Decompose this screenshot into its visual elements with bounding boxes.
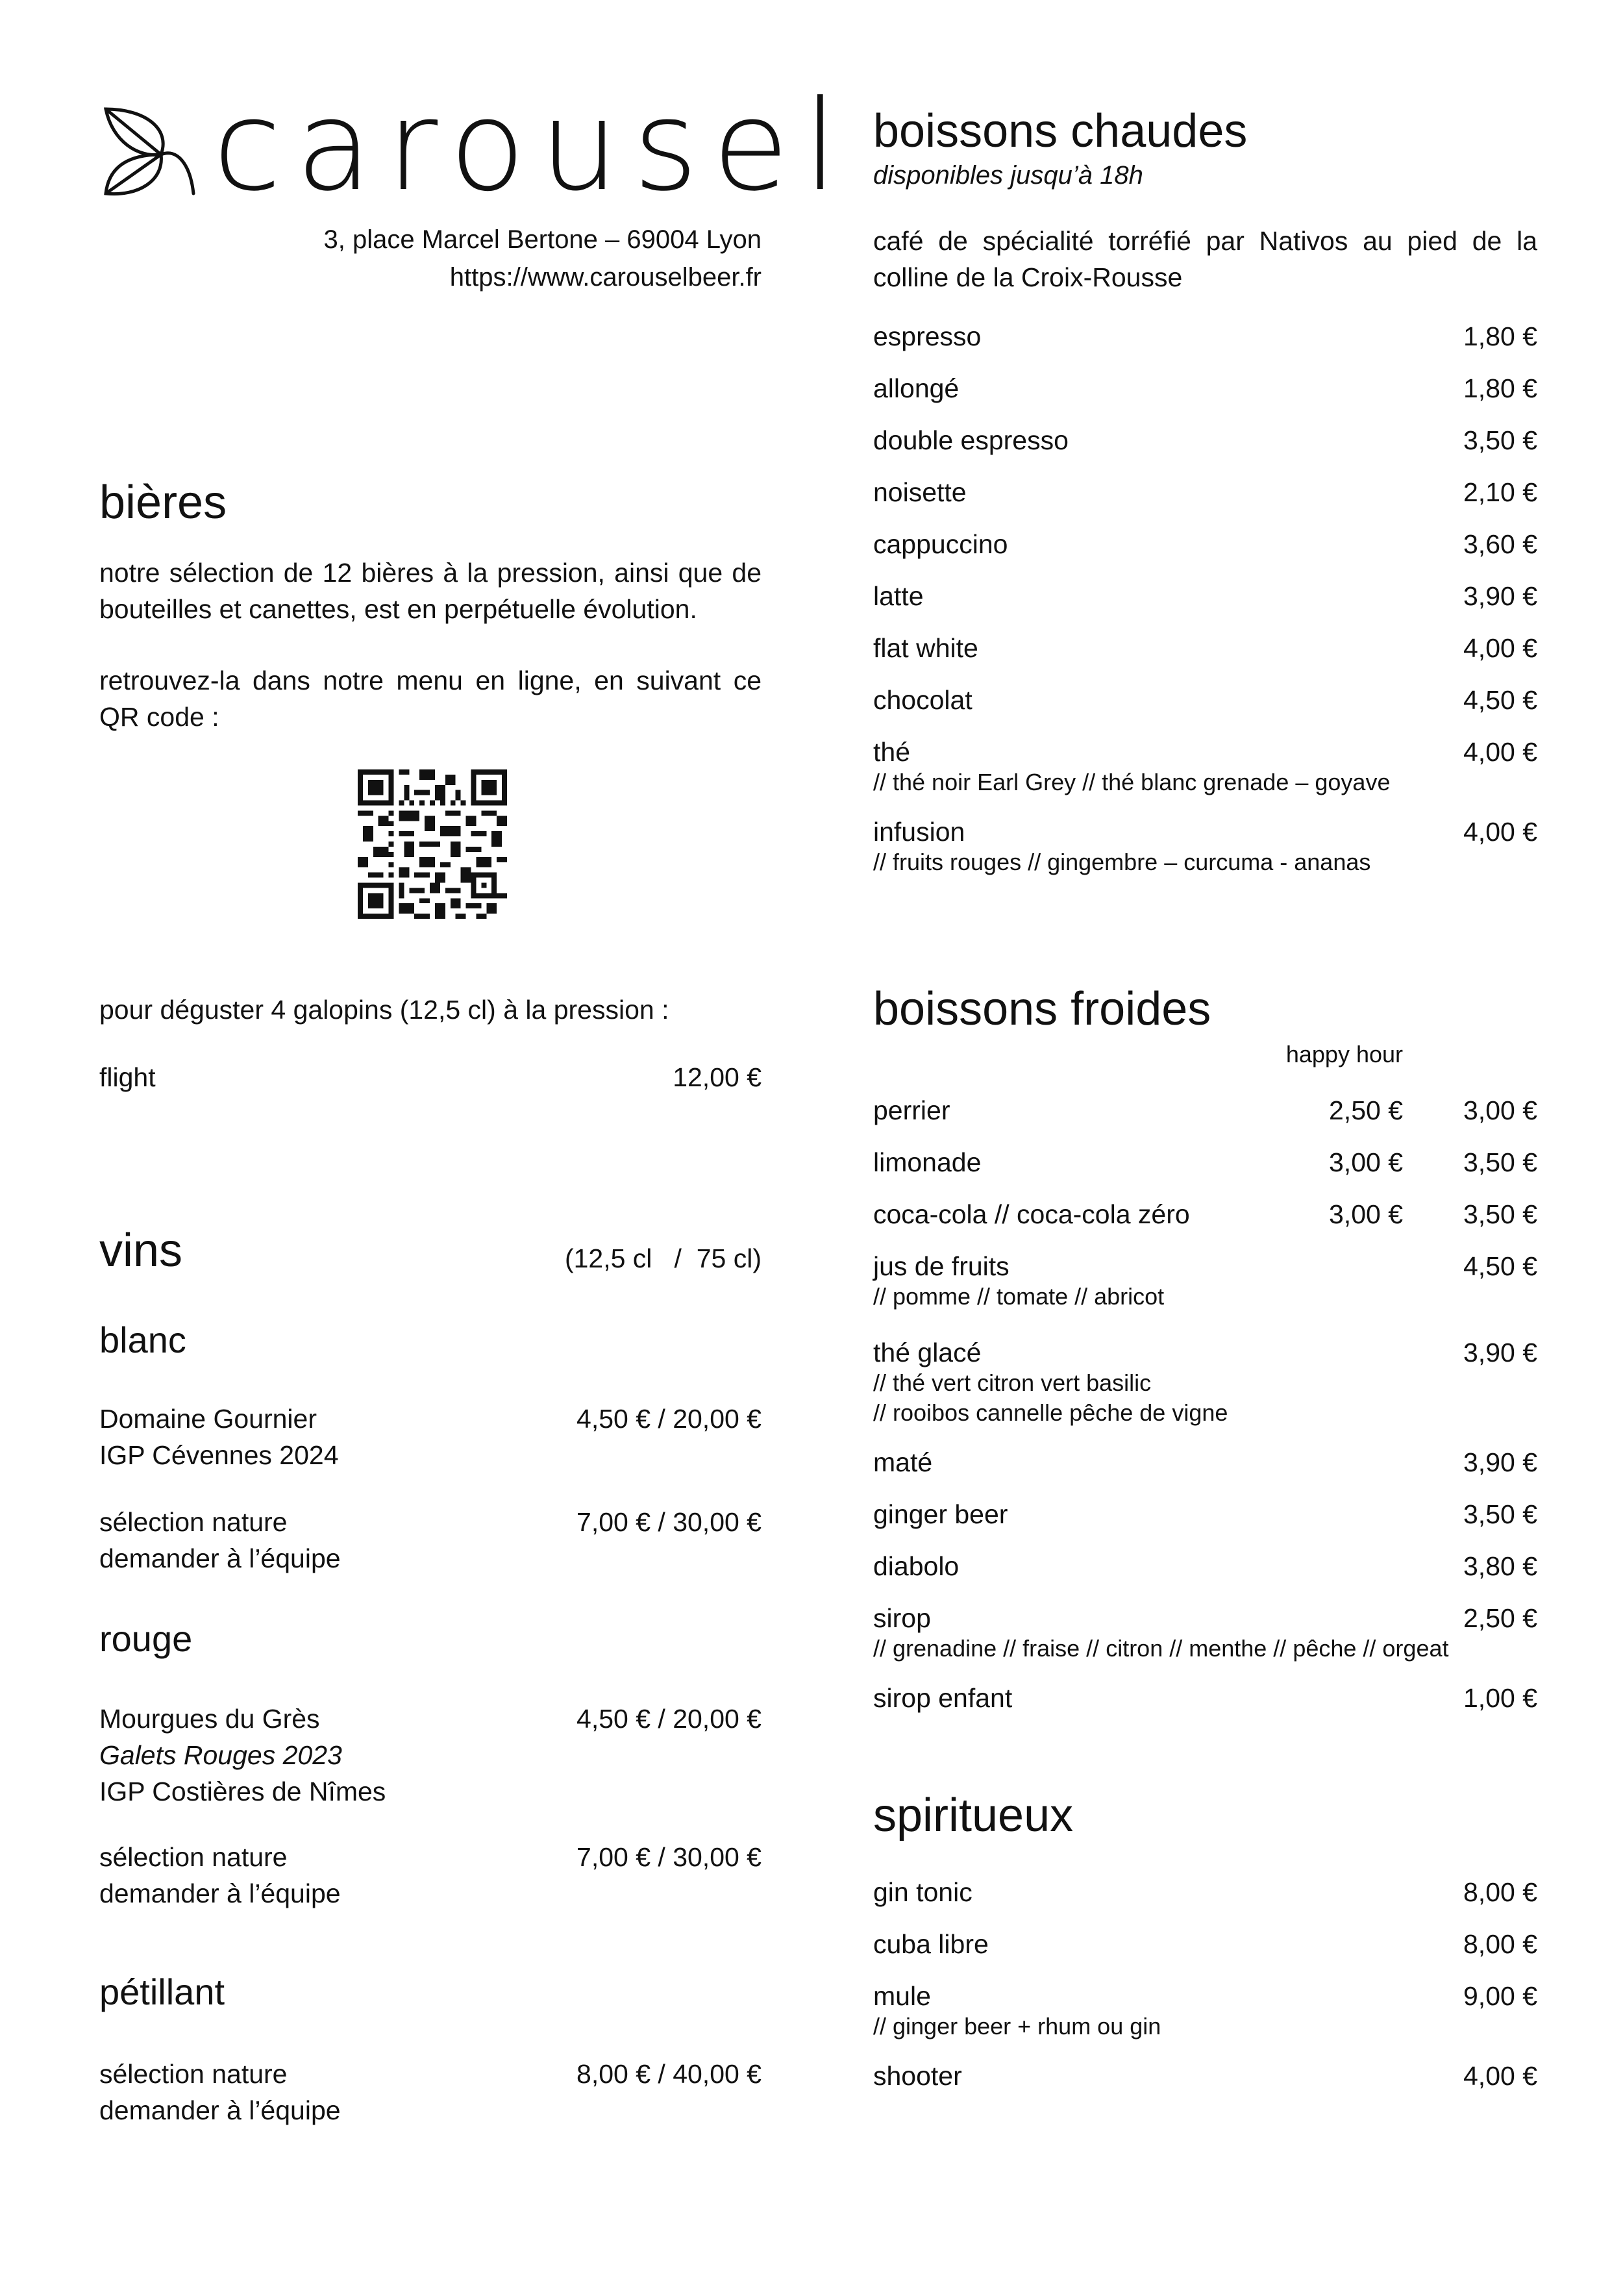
item-price: 3,60 € xyxy=(1463,529,1537,559)
website-link[interactable]: https://www.carouselbeer.fr xyxy=(449,263,762,292)
wine-item xyxy=(99,1401,762,1473)
wine-category-blanc: blanc xyxy=(99,1319,186,1360)
section-title-chaudes: boissons chaudes xyxy=(873,105,1248,157)
chaudes-intro: café de spécialité torréfié par Nativos au pied de la colline de la Croix-Rousse xyxy=(873,226,1537,292)
item-happy-hour-price: 3,00 € xyxy=(1329,1147,1403,1177)
item-name: noisette xyxy=(873,477,967,507)
item-name: espresso xyxy=(873,321,982,351)
item-name: flat white xyxy=(873,633,978,663)
item-name: shooter xyxy=(873,2061,962,2091)
item-name: latte xyxy=(873,581,924,611)
wine-name: sélection nature xyxy=(99,1842,288,1872)
brand-logo xyxy=(99,74,852,219)
item-name: jus de fruits xyxy=(873,1251,1010,1281)
item-price: 3,50 € xyxy=(1463,1147,1537,1177)
leaf-logo-icon xyxy=(99,103,197,200)
item-price: 3,50 € xyxy=(1463,1199,1537,1229)
vins-size-label: (12,5 cl / 75 cl) xyxy=(564,1243,762,1273)
item-price: 2,10 € xyxy=(1463,477,1537,507)
wine-category-petillant: pétillant xyxy=(99,1971,225,2012)
wine-detail: IGP Costières de Nîmes xyxy=(99,1777,386,1806)
item-note: // ginger beer + rhum ou gin xyxy=(873,2013,1161,2040)
item-price: 4,00 € xyxy=(1463,737,1537,767)
item-name: chocolat xyxy=(873,685,973,715)
item-price: 9,00 € xyxy=(1463,1981,1537,2011)
item-name: diabolo xyxy=(873,1551,960,1581)
wine-item xyxy=(99,2056,762,2128)
qr-code[interactable] xyxy=(358,769,507,919)
section-title-froides: boissons froides xyxy=(873,983,1211,1035)
section-title-spiritueux: spiritueux xyxy=(873,1790,1074,1841)
item-price: 8,00 € xyxy=(1463,1929,1537,1959)
item-name: cappuccino xyxy=(873,529,1008,559)
wine-detail: demander à l’équipe xyxy=(99,2095,341,2125)
chaudes-subtitle: disponibles jusqu’à 18h xyxy=(873,161,1143,190)
wine-price: 8,00 € / 40,00 € xyxy=(576,2059,762,2089)
item-note: // fruits rouges // gingembre – curcuma - ananas xyxy=(873,849,1371,875)
bieres-qr-instruction: retrouvez-la dans notre menu en ligne, en suivant ce QR code : xyxy=(99,666,762,732)
item-name: coca-cola // coca-cola zéro xyxy=(873,1199,1190,1229)
item-name: thé glacé xyxy=(873,1338,982,1367)
item-name: maté xyxy=(873,1447,933,1477)
item-name: mule xyxy=(873,1981,931,2011)
wine-detail: demander à l’équipe xyxy=(99,1543,341,1573)
item-name: infusion xyxy=(873,817,965,847)
item-price: 2,50 € xyxy=(1463,1603,1537,1633)
item-price: 4,50 € xyxy=(1463,1251,1537,1281)
item-price: 3,50 € xyxy=(1463,1499,1537,1529)
item-price: 12,00 € xyxy=(673,1062,762,1092)
brand-name: carousel xyxy=(213,74,852,219)
wine-name: sélection nature xyxy=(99,1507,288,1537)
address-block xyxy=(323,221,762,296)
wine-detail: demander à l’équipe xyxy=(99,1878,341,1908)
item-name: sirop enfant xyxy=(873,1683,1013,1713)
item-name: perrier xyxy=(873,1095,950,1125)
wine-category-rouge: rouge xyxy=(99,1618,193,1659)
wine-item xyxy=(99,1701,762,1810)
item-name: cuba libre xyxy=(873,1929,989,1959)
wine-name: sélection nature xyxy=(99,2059,288,2089)
item-price: 4,50 € xyxy=(1463,685,1537,715)
section-title-bieres: bières xyxy=(99,477,227,529)
happy-hour-label: happy hour xyxy=(1285,1041,1403,1067)
item-note: // rooibos cannelle pêche de vigne xyxy=(873,1399,1228,1426)
wine-price: 4,50 € / 20,00 € xyxy=(576,1704,762,1734)
bieres-description: notre sélection de 12 bières à la pression, ainsi que de bouteilles et canettes, est en perpétuelle évolution. xyxy=(99,558,762,624)
item-name: thé xyxy=(873,737,910,767)
wine-price: 4,50 € / 20,00 € xyxy=(576,1404,762,1434)
item-price: 3,90 € xyxy=(1463,581,1537,611)
item-price: 3,90 € xyxy=(1463,1338,1537,1367)
item-price: 1,00 € xyxy=(1463,1683,1537,1713)
item-price: 3,90 € xyxy=(1463,1447,1537,1477)
address: 3, place Marcel Bertone – 69004 Lyon xyxy=(323,225,762,254)
item-name: double espresso xyxy=(873,425,1069,455)
wine-name: Domaine Gournier xyxy=(99,1404,317,1434)
flight-intro: pour déguster 4 galopins (12,5 cl) à la pression : xyxy=(99,995,669,1025)
item-price: 8,00 € xyxy=(1463,1877,1537,1907)
item-price: 3,80 € xyxy=(1463,1551,1537,1581)
item-price: 3,00 € xyxy=(1463,1095,1537,1125)
item-name: flight xyxy=(99,1062,156,1092)
item-price: 1,80 € xyxy=(1463,321,1537,351)
wine-item xyxy=(99,1839,762,1912)
wine-price: 7,00 € / 30,00 € xyxy=(576,1842,762,1872)
item-name: gin tonic xyxy=(873,1877,973,1907)
item-note: // thé noir Earl Grey // thé blanc grenade – goyave xyxy=(873,769,1391,795)
item-note: // pomme // tomate // abricot xyxy=(873,1283,1165,1310)
item-price: 4,00 € xyxy=(1463,2061,1537,2091)
item-name: allongé xyxy=(873,373,960,403)
item-name: ginger beer xyxy=(873,1499,1008,1529)
item-happy-hour-price: 2,50 € xyxy=(1329,1095,1403,1125)
wine-cuvee: Galets Rouges 2023 xyxy=(99,1740,342,1770)
item-price: 4,00 € xyxy=(1463,817,1537,847)
wine-item xyxy=(99,1504,762,1577)
item-price: 4,00 € xyxy=(1463,633,1537,663)
wine-price: 7,00 € / 30,00 € xyxy=(576,1507,762,1537)
section-title-vins: vins xyxy=(99,1225,183,1277)
item-price: 1,80 € xyxy=(1463,373,1537,403)
item-happy-hour-price: 3,00 € xyxy=(1329,1199,1403,1229)
item-name: sirop xyxy=(873,1603,931,1633)
item-note: // grenadine // fraise // citron // menthe // pêche // orgeat xyxy=(873,1635,1449,1662)
item-name: limonade xyxy=(873,1147,982,1177)
wine-detail: IGP Cévennes 2024 xyxy=(99,1440,339,1470)
item-price: 3,50 € xyxy=(1463,425,1537,455)
item-note: // thé vert citron vert basilic xyxy=(873,1369,1152,1396)
wine-name: Mourgues du Grès xyxy=(99,1704,320,1734)
